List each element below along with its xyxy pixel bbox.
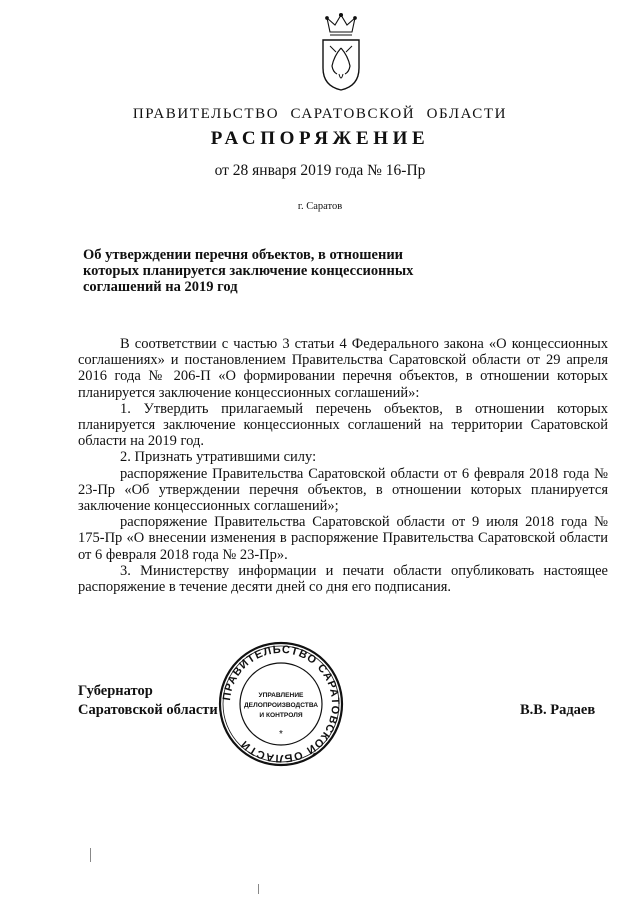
stamp-inner-line: ДЕЛОПРОИЗВОДСТВА <box>243 702 319 709</box>
document-subject <box>83 247 463 295</box>
body-paragraph: распоряжение Правительства Саратовской области от 9 июля 2018 года № 175-Пр «О внесении изменения в распоряжение Правительства Саратовской области от 6 февраля 2018 года № 23-Пр». <box>78 514 608 563</box>
subject-line: которых планируется заключение концессионных <box>83 263 414 279</box>
document-body <box>78 336 608 595</box>
signatory-title-line: Губернатор <box>78 683 153 699</box>
body-paragraph: распоряжение Правительства Саратовской области от 6 февраля 2018 года № 23-Пр «Об утверждении перечня объектов, в отношении которых планируется заключение концессионных соглашений»; <box>78 465 608 515</box>
official-round-stamp <box>218 641 344 767</box>
document-city: г. Саратов <box>297 201 343 212</box>
document-type-heading: РАСПОРЯЖЕНИЕ <box>210 128 430 149</box>
subject-line: Об утверждении перечня объектов, в отношении <box>83 247 404 263</box>
body-paragraph: 3. Министерству информации и печати области опубликовать настоящее распоряжение в течение десяти дней со дня его подписания. <box>78 562 608 596</box>
document-date-number: от 28 января 2019 года № 16-Пр <box>214 162 426 179</box>
subject-line: соглашений на 2019 год <box>83 279 238 295</box>
body-paragraph: В соответствии с частью 3 статьи 4 Федерального закона «О концессионных соглашениях» и постановлением Правительства Саратовской области от 29 апреля 2016 года № 206-П «О формировании перечня объектов, в отношении которых планируется заключение концессионных соглашений»: <box>78 336 608 401</box>
body-paragraph: 2. Признать утратившими силу: <box>120 449 317 466</box>
government-title: ПРАВИТЕЛЬСТВО САРАТОВСКОЙ ОБЛАСТИ <box>132 106 508 122</box>
stamp-inner-line: И КОНТРОЛЯ <box>259 712 303 719</box>
coat-of-arms-emblem <box>316 12 366 92</box>
scan-mark <box>258 884 259 894</box>
body-paragraph: 1. Утвердить прилагаемый перечень объектов, в отношении которых планируется заключение концессионных соглашений на территории Саратовской области на 2019 год. <box>78 400 608 450</box>
stamp-ring-text: ПРАВИТЕЛЬСТВО САРАТОВСКОЙ ОБЛАСТИ <box>221 643 342 765</box>
signatory-title-line: Саратовской области <box>78 702 218 718</box>
stamp-star: * <box>279 729 283 740</box>
stamp-inner-line: УПРАВЛЕНИЕ <box>258 692 304 699</box>
scan-mark <box>90 848 91 862</box>
signatory-name: В.В. Радаев <box>520 702 596 718</box>
